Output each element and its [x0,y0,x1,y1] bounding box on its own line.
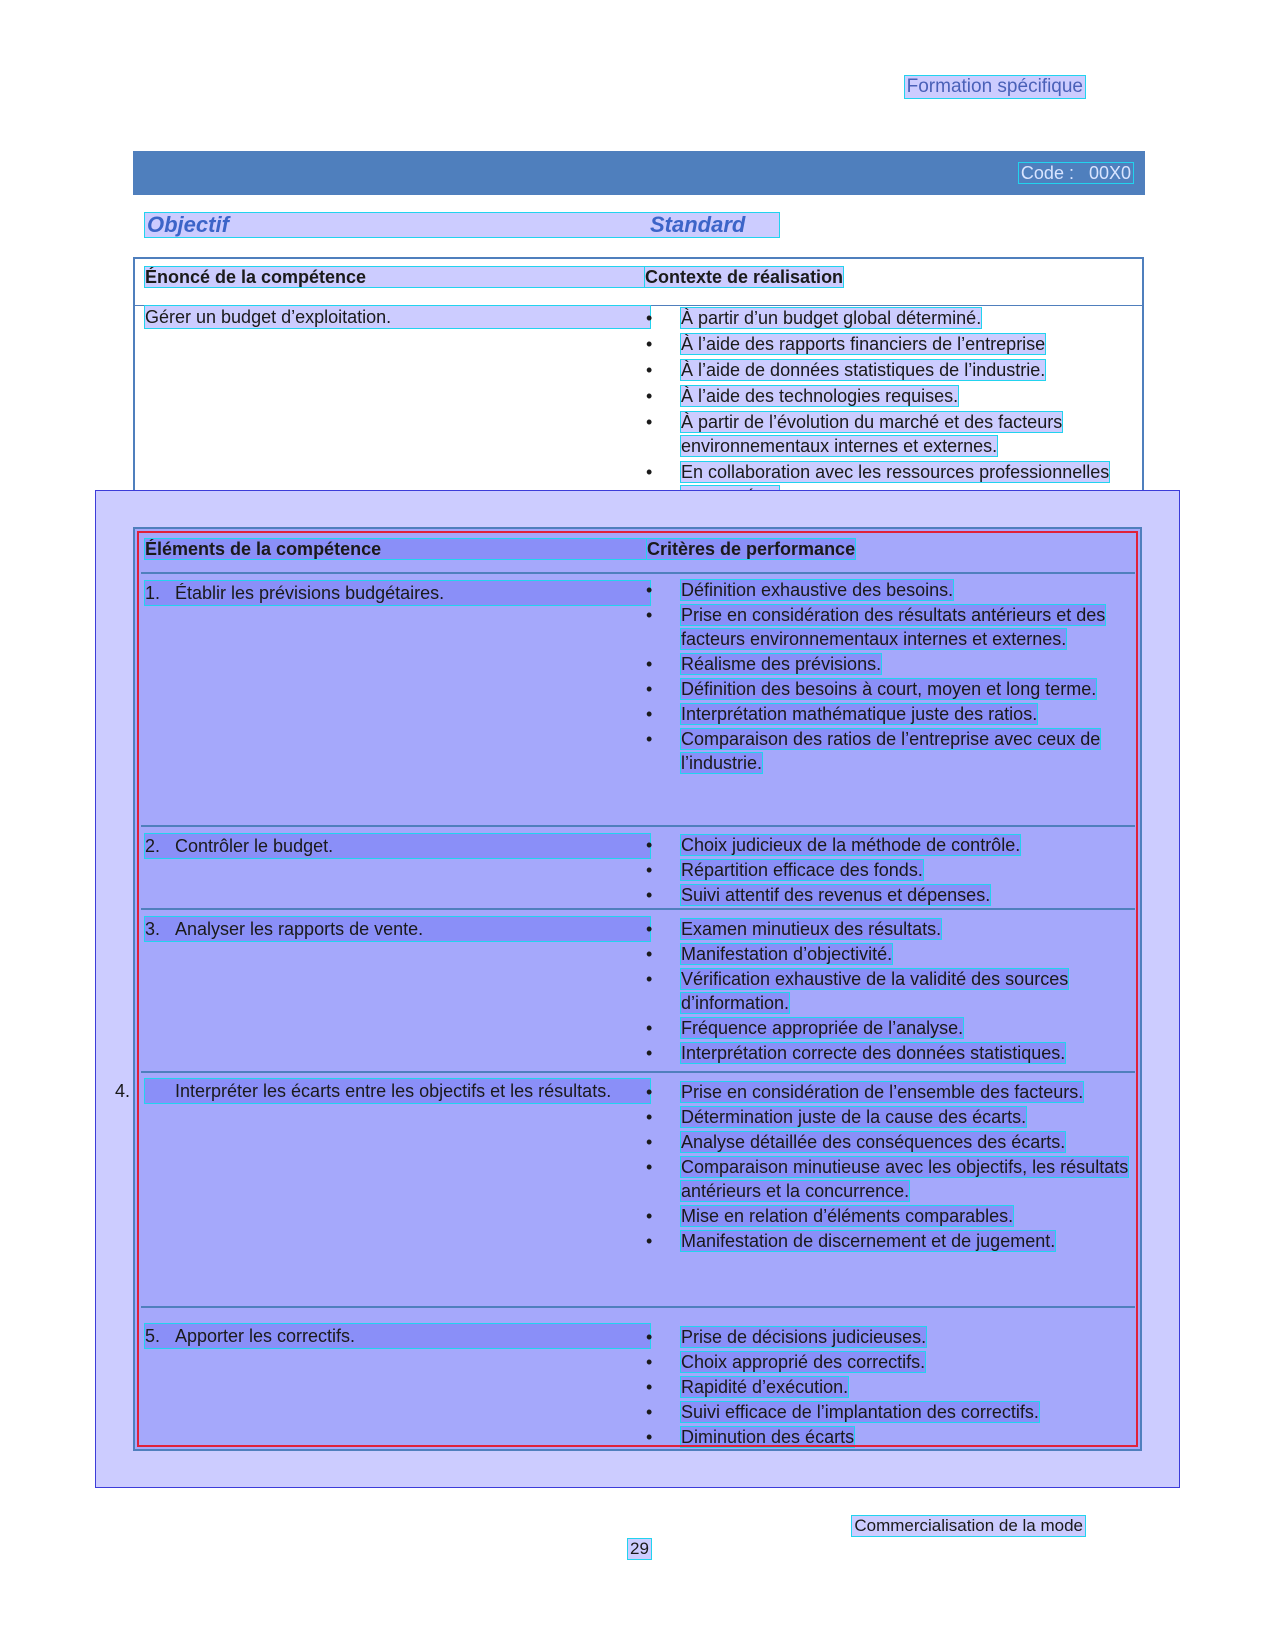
list-item: • Fréquence appropriée de l’analyse. [646,1018,964,1038]
element-row-2: 2. Contrôler le budget. [145,834,650,858]
element-row-4: 4. Interpréter les écarts entre les objectifs et les résultats. [145,1079,650,1103]
elements-col-left: Éléments de la compétence [145,539,650,559]
list-item: • À l’aide de données statistiques de l’industrie. [646,360,1046,380]
list-item: • Détermination juste de la cause des écarts. [646,1107,1027,1127]
list-item: • Rapidité d’exécution. [646,1377,849,1397]
list-item: • Définition exhaustive des besoins. [646,580,954,600]
list-item: • Suivi efficace de l’implantation des correctifs. [646,1402,1039,1422]
header-title: Formation spécifique [906,76,1083,97]
list-item: • À l’aide des rapports financiers de l’entreprise [646,334,1046,354]
code-label: Code : 00X0 [1020,163,1131,183]
footer-program: Commercialisation de la mode [854,1516,1083,1535]
criteria-list-2 [647,833,1132,908]
list-item: • Interprétation correcte des données statistiques. [646,1043,1066,1063]
criteria-list-5 [647,1325,1132,1450]
row-separator [141,825,1135,827]
criteria-list-4 [647,1080,1132,1254]
row-separator [141,1071,1135,1073]
list-item: • Vérification exhaustive de la validité des sources d’information. [646,969,1069,1013]
code-bar [133,151,1145,195]
list-item: • Répartition efficace des fonds. [646,860,923,880]
objectif-label: Objectif [147,212,229,237]
list-item: • Examen minutieux des résultats. [646,919,942,939]
list-item: • Manifestation d’objectivité. [646,944,893,964]
list-item: • Analyse détaillée des conséquences des écarts. [646,1132,1066,1152]
page-number: 29 [630,1539,649,1558]
list-item: • Comparaison des ratios de l’entreprise avec ceux de l’industrie. [646,729,1101,773]
list-item: • Définition des besoins à court, moyen et long terme. [646,679,1097,699]
elements-col-right: Critères de performance [647,539,856,559]
list-item: • Manifestation de discernement et de jugement. [646,1231,1056,1251]
list-item: • Prise en considération des résultats antérieurs et des facteurs environnementaux internes et externes. [646,605,1106,649]
list-item: • Prise de décisions judicieuses. [646,1327,927,1347]
element-row-1: 1. Établir les prévisions budgétaires. [145,581,650,605]
list-item: • À l’aide des technologies requises. [646,386,959,406]
list-item: • Diminution des écarts [646,1427,855,1447]
competence-col-left: Énoncé de la compétence [145,267,650,287]
list-item: • Suivi attentif des revenus et dépenses. [646,885,991,905]
competence-statement: Gérer un budget d’exploitation. [145,306,650,328]
row-separator [141,1306,1135,1308]
list-item: • Mise en relation d’éléments comparables. [646,1206,1014,1226]
element-row-5: 5. Apporter les correctifs. [145,1324,650,1348]
context-list [647,306,1132,509]
list-item: • Choix judicieux de la méthode de contrôle. [646,835,1021,855]
list-item: • À partir d’un budget global déterminé. [646,308,982,328]
list-item: • Prise en considération de l’ensemble des facteurs. [646,1082,1084,1102]
list-item: • À partir de l’évolution du marché et des facteurs environnementaux internes et externes. [646,412,1063,456]
list-item: • Choix approprié des correctifs. [646,1352,926,1372]
competence-col-right: Contexte de réalisation [645,267,844,287]
list-item: • Réalisme des prévisions. [646,654,882,674]
criteria-list-1 [647,578,1132,776]
list-item: • Comparaison minutieuse avec les objectifs, les résultats antérieurs et la concurrence. [646,1157,1129,1201]
row-separator [141,908,1135,910]
list-item: • En collaboration avec les ressources professionnelles [647,460,1132,508]
criteria-list-3 [647,917,1132,1066]
list-item: • Interprétation mathématique juste des ratios. [646,704,1038,724]
row-separator [141,572,1135,574]
section-title-standard: Standard [650,212,746,237]
element-row-3: 3. Analyser les rapports de vente. [145,917,650,941]
